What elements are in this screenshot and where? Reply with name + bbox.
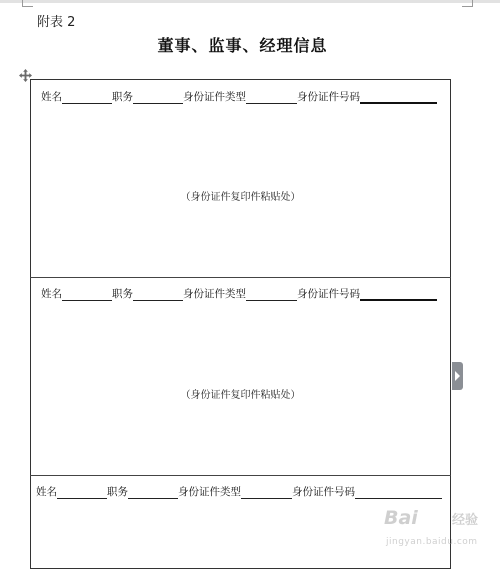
position-label: 职务 [107, 486, 128, 498]
id-type-label: 身份证件类型 [178, 486, 241, 498]
id-copy-paste-area: （身份证件复印件粘贴处） [180, 192, 301, 203]
position-label: 职务 [112, 91, 133, 103]
watermark-brand: Bai [384, 507, 418, 529]
officer-fields-row [41, 90, 437, 104]
page-corner-mark-left [22, 0, 33, 7]
position-label: 职务 [112, 288, 133, 300]
officer-fields-row [36, 485, 442, 499]
id-number-field[interactable] [360, 91, 437, 104]
baidu-jingyan-watermark [380, 507, 495, 557]
row-divider [30, 475, 451, 476]
name-label: 姓名 [36, 486, 57, 498]
id-type-label: 身份证件类型 [183, 288, 246, 300]
name-label: 姓名 [41, 91, 62, 103]
id-number-label: 身份证件号码 [297, 288, 360, 300]
officer-fields-row [41, 287, 437, 301]
row-divider [30, 277, 451, 278]
id-type-field[interactable] [246, 92, 297, 104]
position-field[interactable] [133, 92, 183, 104]
id-number-field[interactable] [355, 487, 442, 499]
id-number-label: 身份证件号码 [297, 91, 360, 103]
watermark-brand-cn: 经验 [452, 513, 479, 528]
side-panel-toggle-icon[interactable] [452, 362, 463, 390]
name-label: 姓名 [41, 288, 62, 300]
name-field[interactable] [57, 487, 107, 499]
position-field[interactable] [128, 487, 178, 499]
page-top-edge [0, 0, 500, 3]
id-copy-paste-area: （身份证件复印件粘贴处） [180, 390, 301, 401]
id-type-field[interactable] [246, 289, 297, 301]
position-field[interactable] [133, 289, 183, 301]
document-title: 董事、监事、经理信息 [157, 36, 328, 55]
id-number-label: 身份证件号码 [292, 486, 355, 498]
id-type-label: 身份证件类型 [183, 91, 246, 103]
name-field[interactable] [62, 289, 112, 301]
attachment-label: 附表 2 [37, 15, 76, 30]
id-number-field[interactable] [360, 288, 437, 301]
page-corner-mark-right [462, 0, 473, 7]
name-field[interactable] [62, 92, 112, 104]
watermark-url: jingyan.baidu.com [386, 537, 478, 547]
id-type-field[interactable] [241, 487, 292, 499]
